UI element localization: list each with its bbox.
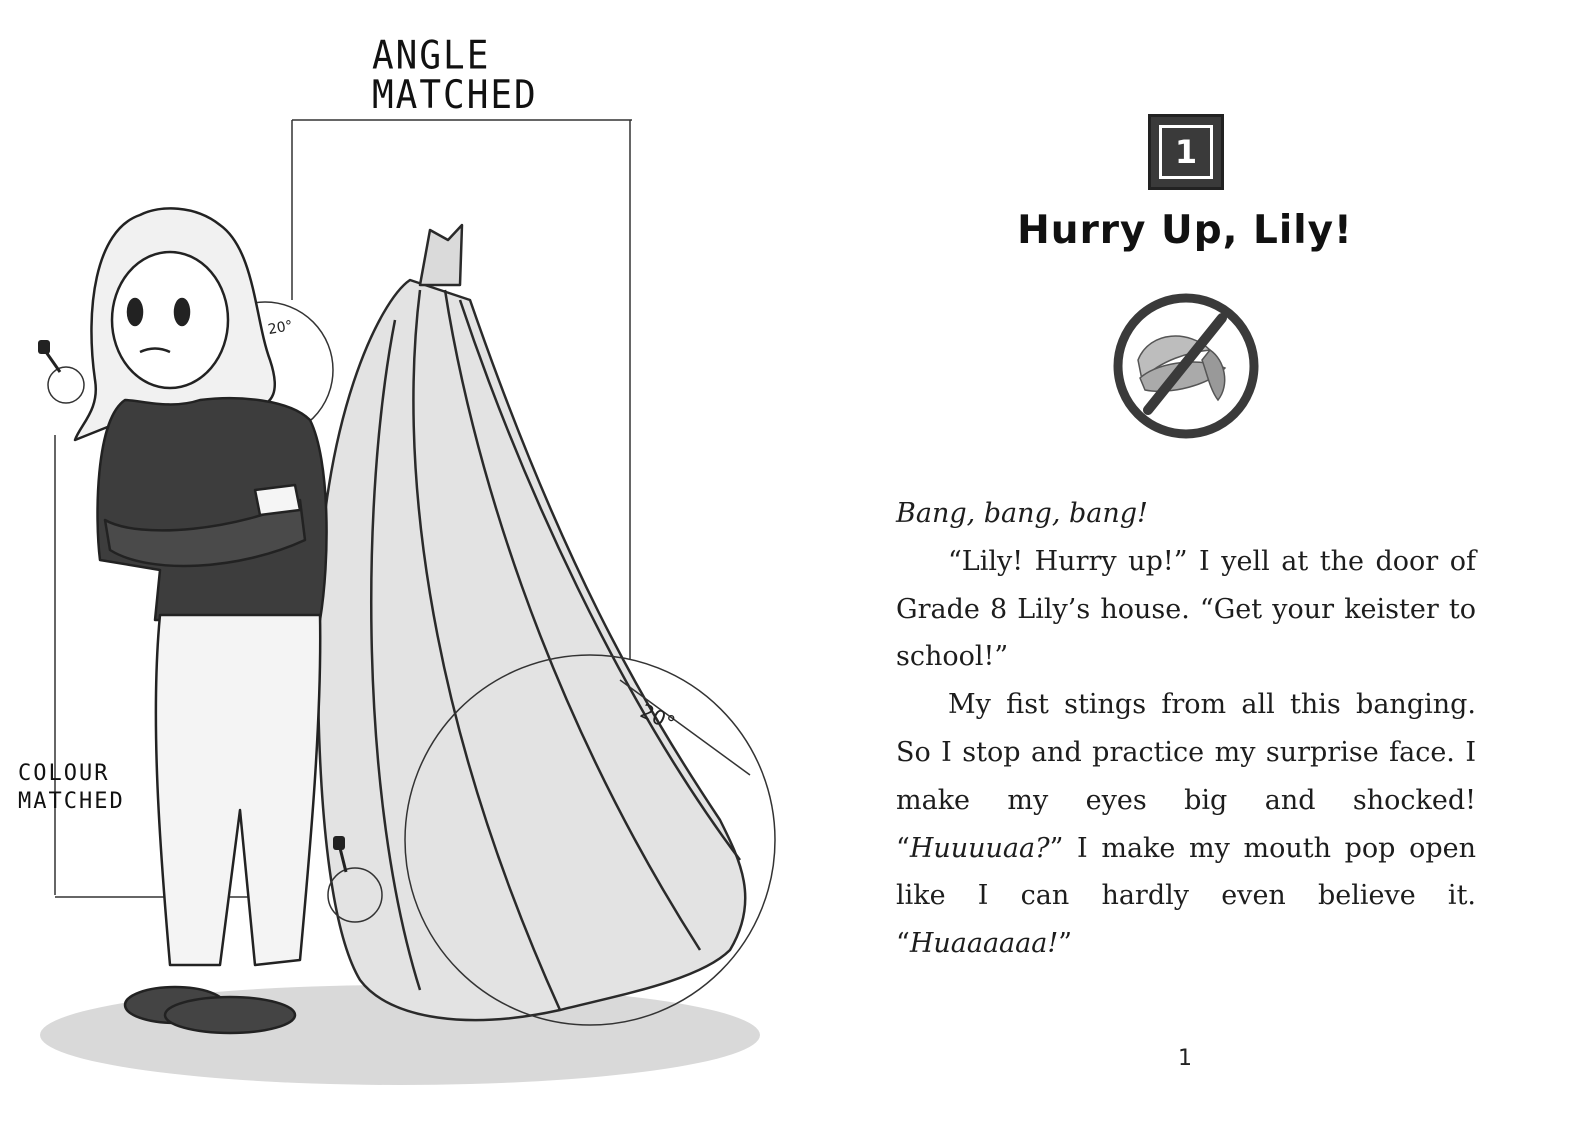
angle-small-label: 20° [266, 317, 295, 339]
story-exclamation-1: Huuuuaa? [909, 832, 1050, 864]
page-number: 1 [1178, 1046, 1192, 1071]
colour-matched-label: COLOUR MATCHED [18, 761, 125, 814]
angle-matched-label: ANGLE MATCHED [372, 33, 538, 118]
story-paragraph-2-text: ” [1058, 928, 1072, 960]
chapter-number: 1 [1159, 125, 1213, 179]
angle-large-label: 20° [636, 698, 679, 736]
story-paragraph-2 [896, 681, 1476, 968]
colour-circle-small [48, 367, 84, 403]
story-paragraph-1: “Lily! Hurry up!” I yell at the door of Grade 8 Lily’s house. “Get your keister to school!” [896, 545, 1476, 673]
story-text [896, 490, 1476, 968]
story-paragraph-2-text: My fist stings from all this banging. So I stop and practice my surprise face. I make my eyes big and shocked! “ [896, 689, 1476, 864]
chapter-title: Hurry Up, Lily! [1017, 208, 1353, 253]
story-opening: Bang, bang, bang! [896, 498, 1148, 529]
story-exclamation-2: Huaaaaaa! [909, 928, 1059, 960]
chapter-number-badge [1148, 114, 1224, 190]
no-banana-icon [1110, 290, 1262, 446]
story-paragraph-2-text: ” I make my mouth pop open like I can hardly even believe it. “ [896, 832, 1476, 960]
